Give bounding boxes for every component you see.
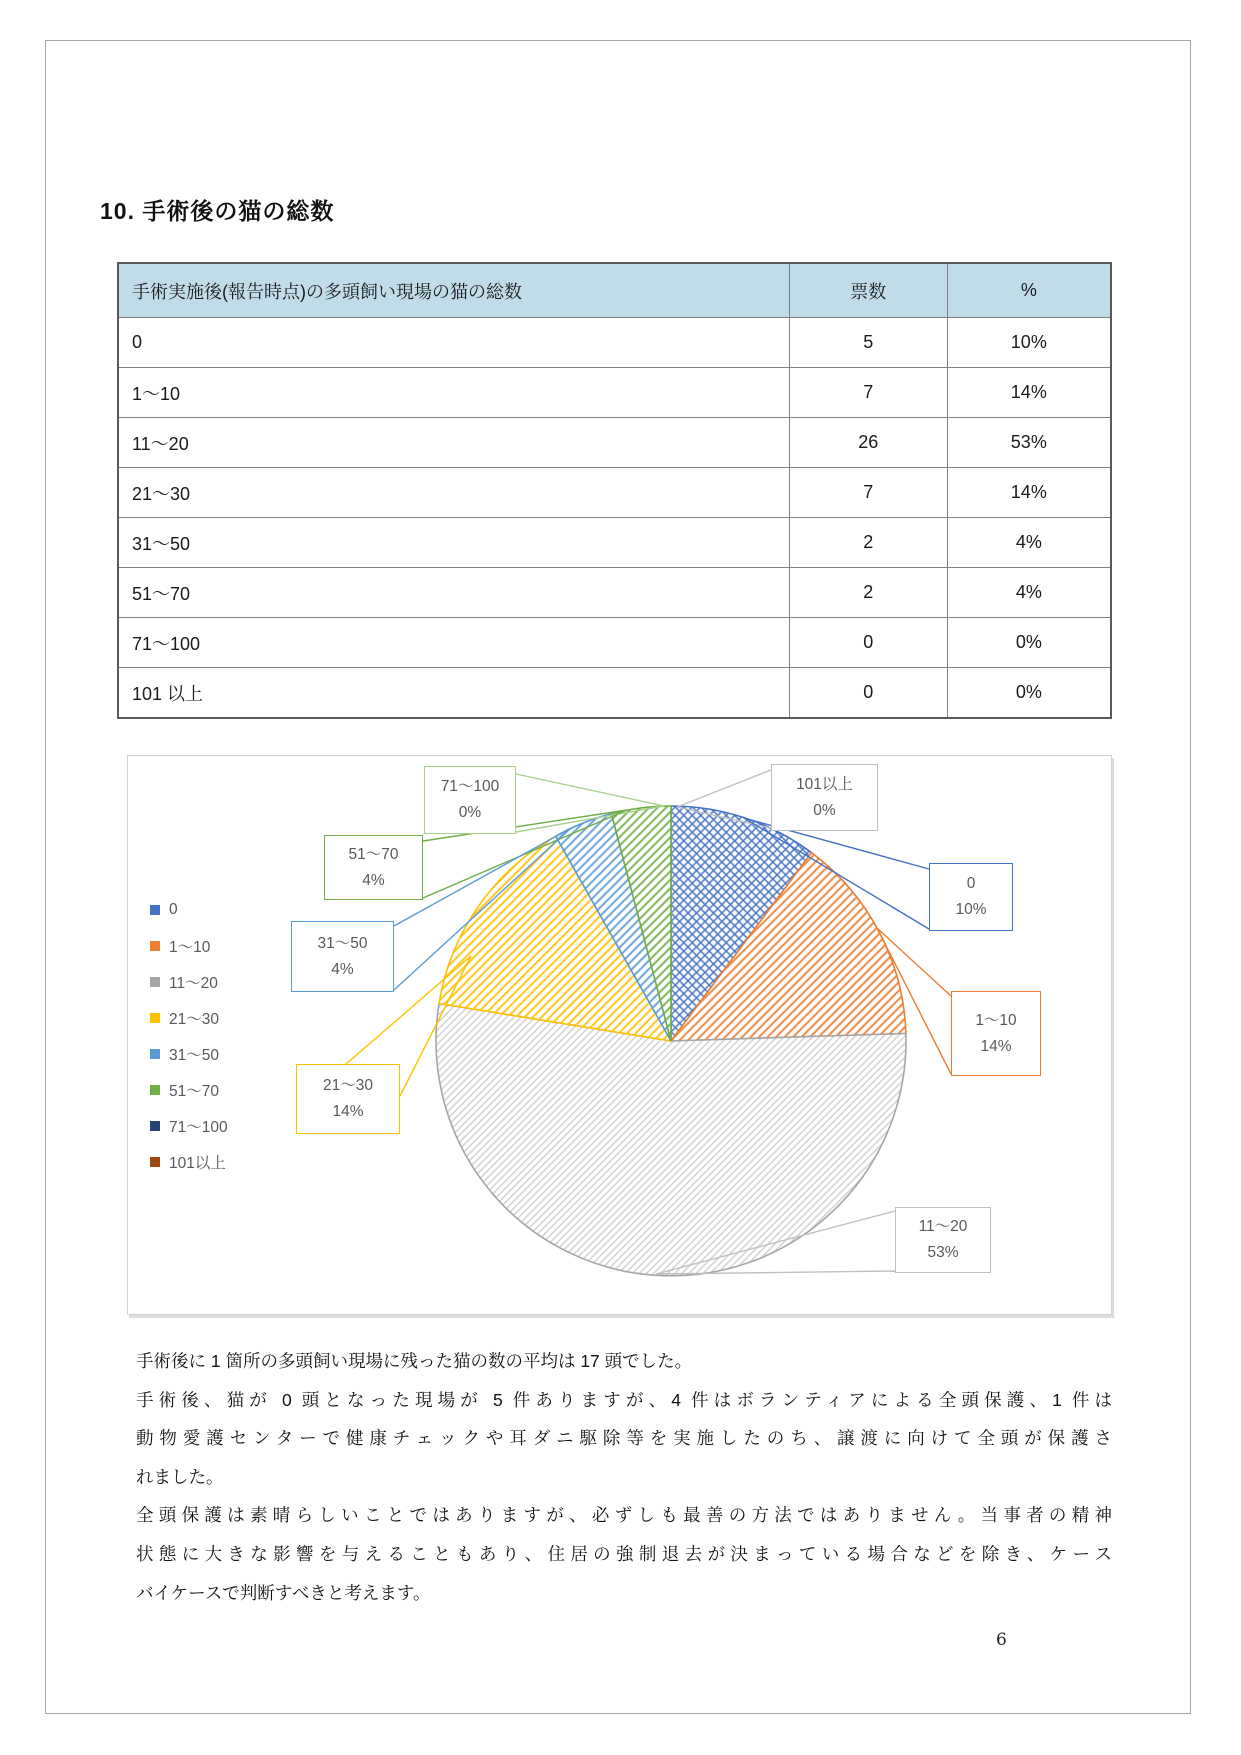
legend-swatch-icon [150,1121,160,1131]
pie-callout-0 [929,863,1013,931]
legend-label: 101以上 [169,1155,226,1172]
row-votes: 26 [789,418,947,468]
pie-slice-11～20 [436,1004,906,1276]
legend-label: 0 [169,901,178,918]
page-number: 6 [996,1630,1007,1650]
row-category: 21～30 [118,468,789,518]
callout-category: 101以上 [796,775,853,793]
table-row [118,618,1111,668]
row-category: 1～10 [118,368,789,418]
callout-percent: 10% [955,901,987,918]
callout-category: 1～10 [975,1011,1017,1029]
legend-label: 31～50 [169,1047,219,1064]
row-category: 31～50 [118,518,789,568]
callout-percent: 14% [332,1103,364,1120]
legend-item [150,964,228,1000]
legend-label: 71～100 [169,1119,228,1136]
row-percent: 53% [947,418,1111,468]
row-votes: 0 [789,618,947,668]
table-row [118,568,1111,618]
callout-category: 31～50 [317,934,368,952]
table-body [118,318,1111,719]
callout-leader-line [516,774,664,806]
pie-callout-51～70 [324,835,423,900]
callout-category: 0 [966,875,976,892]
row-category: 101 以上 [118,668,789,719]
legend-swatch-icon [150,941,160,951]
legend-label: 21～30 [169,1011,219,1028]
callout-percent: 0% [813,801,836,819]
callout-percent: 14% [980,1037,1012,1055]
row-category: 71～100 [118,618,789,668]
row-percent: 14% [947,368,1111,418]
callout-category: 51～70 [348,845,399,863]
table-row [118,468,1111,518]
row-percent: 4% [947,518,1111,568]
callout-percent: 53% [927,1244,959,1261]
body-text-line: れました。 [136,1466,224,1487]
callout-category: 21～30 [323,1077,373,1094]
callout-leader-line [677,770,771,807]
pie-callout-1～10 [951,991,1041,1076]
table-row [118,418,1111,468]
row-percent: 4% [947,568,1111,618]
table-row [118,318,1111,368]
table-header-percent: % [947,263,1111,318]
legend-label: 1～10 [169,939,211,956]
pie-callout-101以上 [771,764,878,831]
callout-category: 11～20 [918,1218,968,1235]
legend-swatch-icon [150,905,160,915]
table-row [118,368,1111,418]
legend-label: 11～20 [169,975,218,992]
legend-label: 51～70 [169,1083,219,1100]
body-text-line: バイケースで判断すべきと考えます。 [136,1582,431,1603]
body-text-line: 状態に大きな影響を与えることもあり、住居の強制退去が決まっている場合などを除き、ケース [136,1543,1112,1564]
body-text-line: 動物愛護センターで健康チェックや耳ダニ駆除等を実施したのち、譲渡に向けて全頭が保護さ [136,1428,1112,1449]
table-row [118,668,1111,719]
legend-item [150,1108,228,1144]
legend-item [150,1036,228,1072]
table-header [118,263,1111,318]
pie-chart-frame [127,755,1112,1315]
pie-callout-21～30 [296,1064,400,1134]
table-header-votes: 票数 [789,263,947,318]
legend-item [150,1000,228,1036]
pie-callout-31～50 [291,921,394,992]
legend-item [150,1072,228,1108]
legend-item [150,1144,228,1180]
legend-swatch-icon [150,977,160,987]
row-percent: 0% [947,668,1111,719]
body-text-line: 手術後に 1 箇所の多頭飼い現場に残った猫の数の平均は 17 頭でした。 [136,1351,693,1371]
legend-swatch-icon [150,1085,160,1095]
section-heading: 10. 手術後の猫の総数 [100,198,335,224]
callout-category: 71～100 [440,778,500,795]
legend-item [150,892,228,928]
callout-percent: 4% [362,871,385,889]
table-row [118,518,1111,568]
body-text-line: 全頭保護は素晴らしいことではありますが、必ずしも最善の方法ではありません。当事者の精神 [136,1505,1112,1526]
table-header-category: 手術実施後(報告時点)の多頭飼い現場の猫の総数 [118,263,789,318]
legend-item [150,928,228,964]
row-votes: 7 [789,468,947,518]
legend-swatch-icon [150,1049,160,1059]
body-text-line: 手術後、猫が 0 頭となった現場が 5 件ありますが、4 件はボランティアによる全頭保護、1 件は [136,1389,1112,1410]
chart-legend [150,892,228,1180]
row-votes: 2 [789,518,947,568]
row-percent: 14% [947,468,1111,518]
row-votes: 0 [789,668,947,719]
row-category: 0 [118,318,789,368]
body-text [136,1342,1112,1612]
callout-percent: 4% [331,960,354,978]
row-votes: 5 [789,318,947,368]
row-votes: 2 [789,568,947,618]
legend-swatch-icon [150,1157,160,1167]
legend-swatch-icon [150,1013,160,1023]
cat-count-table [117,262,1112,719]
callout-percent: 0% [458,804,482,821]
row-votes: 7 [789,368,947,418]
row-percent: 0% [947,618,1111,668]
row-category: 11～20 [118,418,789,468]
pie-callout-11～20 [895,1207,991,1273]
pie-callout-71～100 [424,766,516,834]
row-percent: 10% [947,318,1111,368]
row-category: 51～70 [118,568,789,618]
